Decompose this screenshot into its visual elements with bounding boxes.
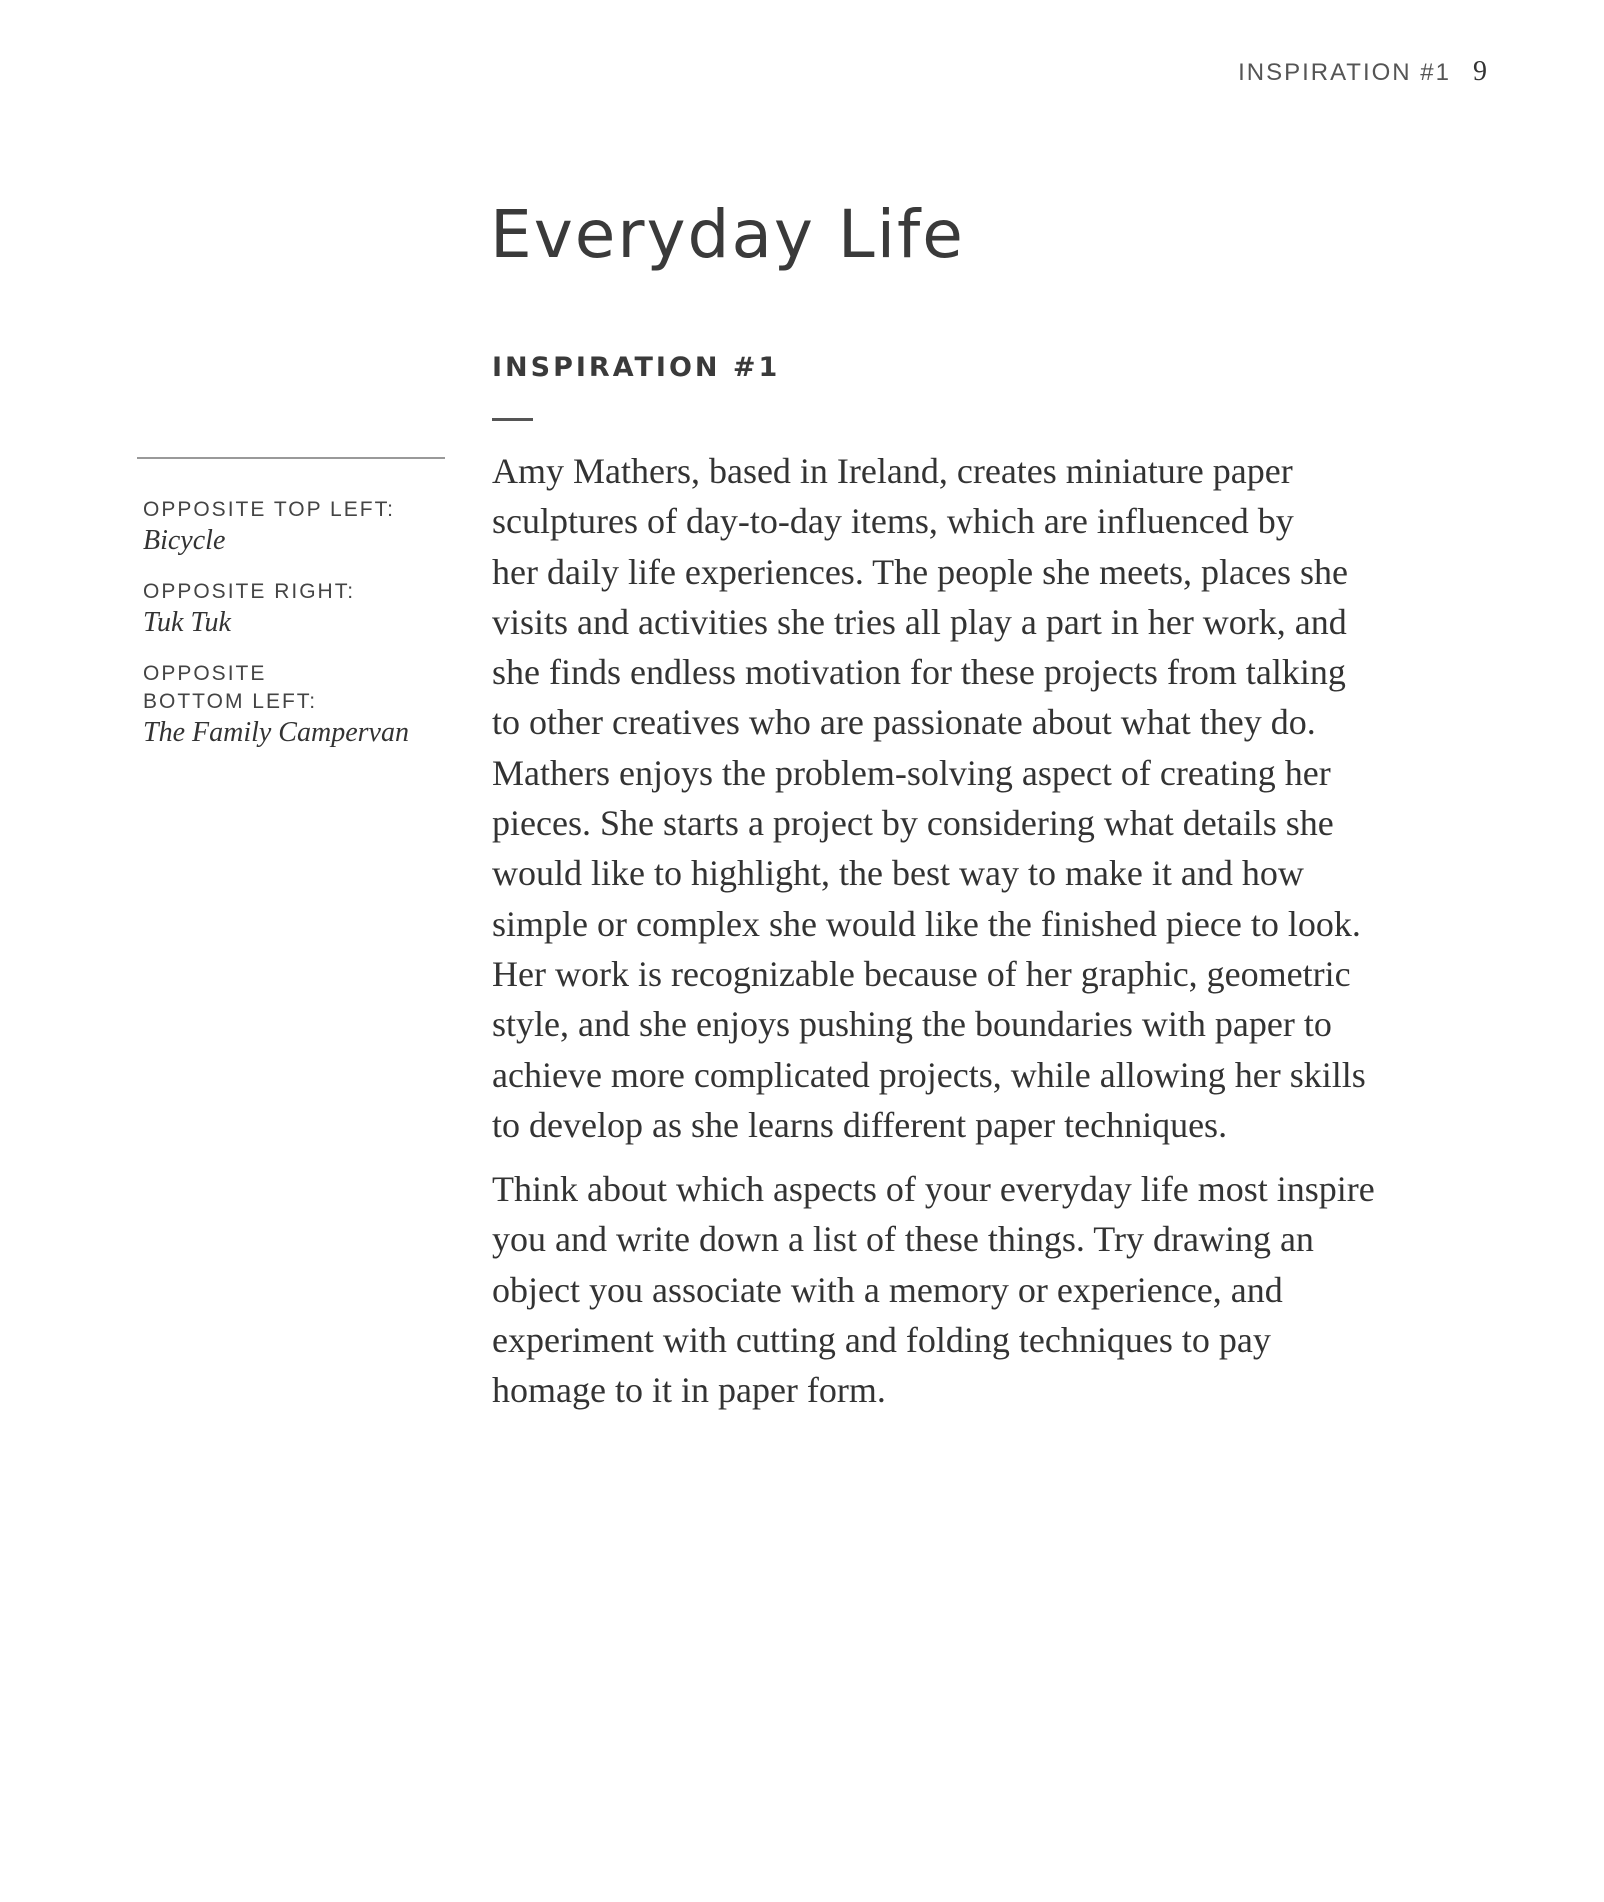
caption-sidebar bbox=[143, 496, 443, 770]
section-kicker: INSPIRATION #1 bbox=[492, 352, 781, 383]
caption bbox=[143, 578, 443, 640]
body-text bbox=[492, 446, 1452, 1430]
text-line: Mathers enjoys the problem-solving aspect of creating her bbox=[492, 752, 1331, 793]
text-line: experiment with cutting and folding techniques to pay bbox=[492, 1320, 1271, 1361]
paragraph bbox=[492, 446, 1452, 1150]
text-line: visits and activities she tries all play a part in her work, and bbox=[492, 601, 1347, 642]
text-line: pieces. She starts a project by considering what details she bbox=[492, 803, 1334, 844]
caption-label: OPPOSITE RIGHT: bbox=[143, 580, 356, 603]
text-line: simple or complex she would like the finished piece to look. bbox=[492, 903, 1361, 944]
text-line: to other creatives who are passionate about what they do. bbox=[492, 702, 1316, 743]
text-line: homage to it in paper form. bbox=[492, 1370, 886, 1411]
caption-value: Bicycle bbox=[143, 525, 226, 556]
running-head bbox=[1238, 56, 1487, 88]
text-line: style, and she enjoys pushing the boundaries with paper to bbox=[492, 1004, 1332, 1045]
text-line: Her work is recognizable because of her graphic, geometric bbox=[492, 953, 1351, 994]
caption bbox=[143, 496, 443, 558]
kicker-divider bbox=[492, 418, 533, 421]
text-line: sculptures of day-to-day items, which are influenced by bbox=[492, 501, 1294, 542]
text-line: she finds endless motivation for these projects from talking bbox=[492, 652, 1346, 693]
text-line: achieve more complicated projects, while allowing her skills bbox=[492, 1054, 1366, 1095]
paragraph bbox=[492, 1164, 1452, 1415]
caption-label: OPPOSITE BOTTOM LEFT: bbox=[143, 662, 318, 713]
running-head-section: INSPIRATION #1 bbox=[1238, 59, 1451, 86]
text-line: object you associate with a memory or experience, and bbox=[492, 1269, 1283, 1310]
text-line: Amy Mathers, based in Ireland, creates miniature paper bbox=[492, 451, 1293, 491]
text-line: Think about which aspects of your everyday life most inspire bbox=[492, 1169, 1375, 1210]
caption-value: Tuk Tuk bbox=[143, 607, 231, 638]
text-line: would like to highlight, the best way to make it and how bbox=[492, 853, 1304, 894]
sidebar-rule bbox=[137, 457, 445, 459]
page-number: 9 bbox=[1473, 56, 1487, 87]
text-line: you and write down a list of these things. Try drawing an bbox=[492, 1219, 1314, 1260]
chapter-title: Everyday Life bbox=[490, 196, 965, 273]
text-line: her daily life experiences. The people she meets, places she bbox=[492, 551, 1348, 592]
caption-label: OPPOSITE TOP LEFT: bbox=[143, 498, 395, 521]
text-line: to develop as she learns different paper techniques. bbox=[492, 1104, 1228, 1145]
caption bbox=[143, 660, 443, 750]
caption-value: The Family Campervan bbox=[143, 717, 409, 748]
